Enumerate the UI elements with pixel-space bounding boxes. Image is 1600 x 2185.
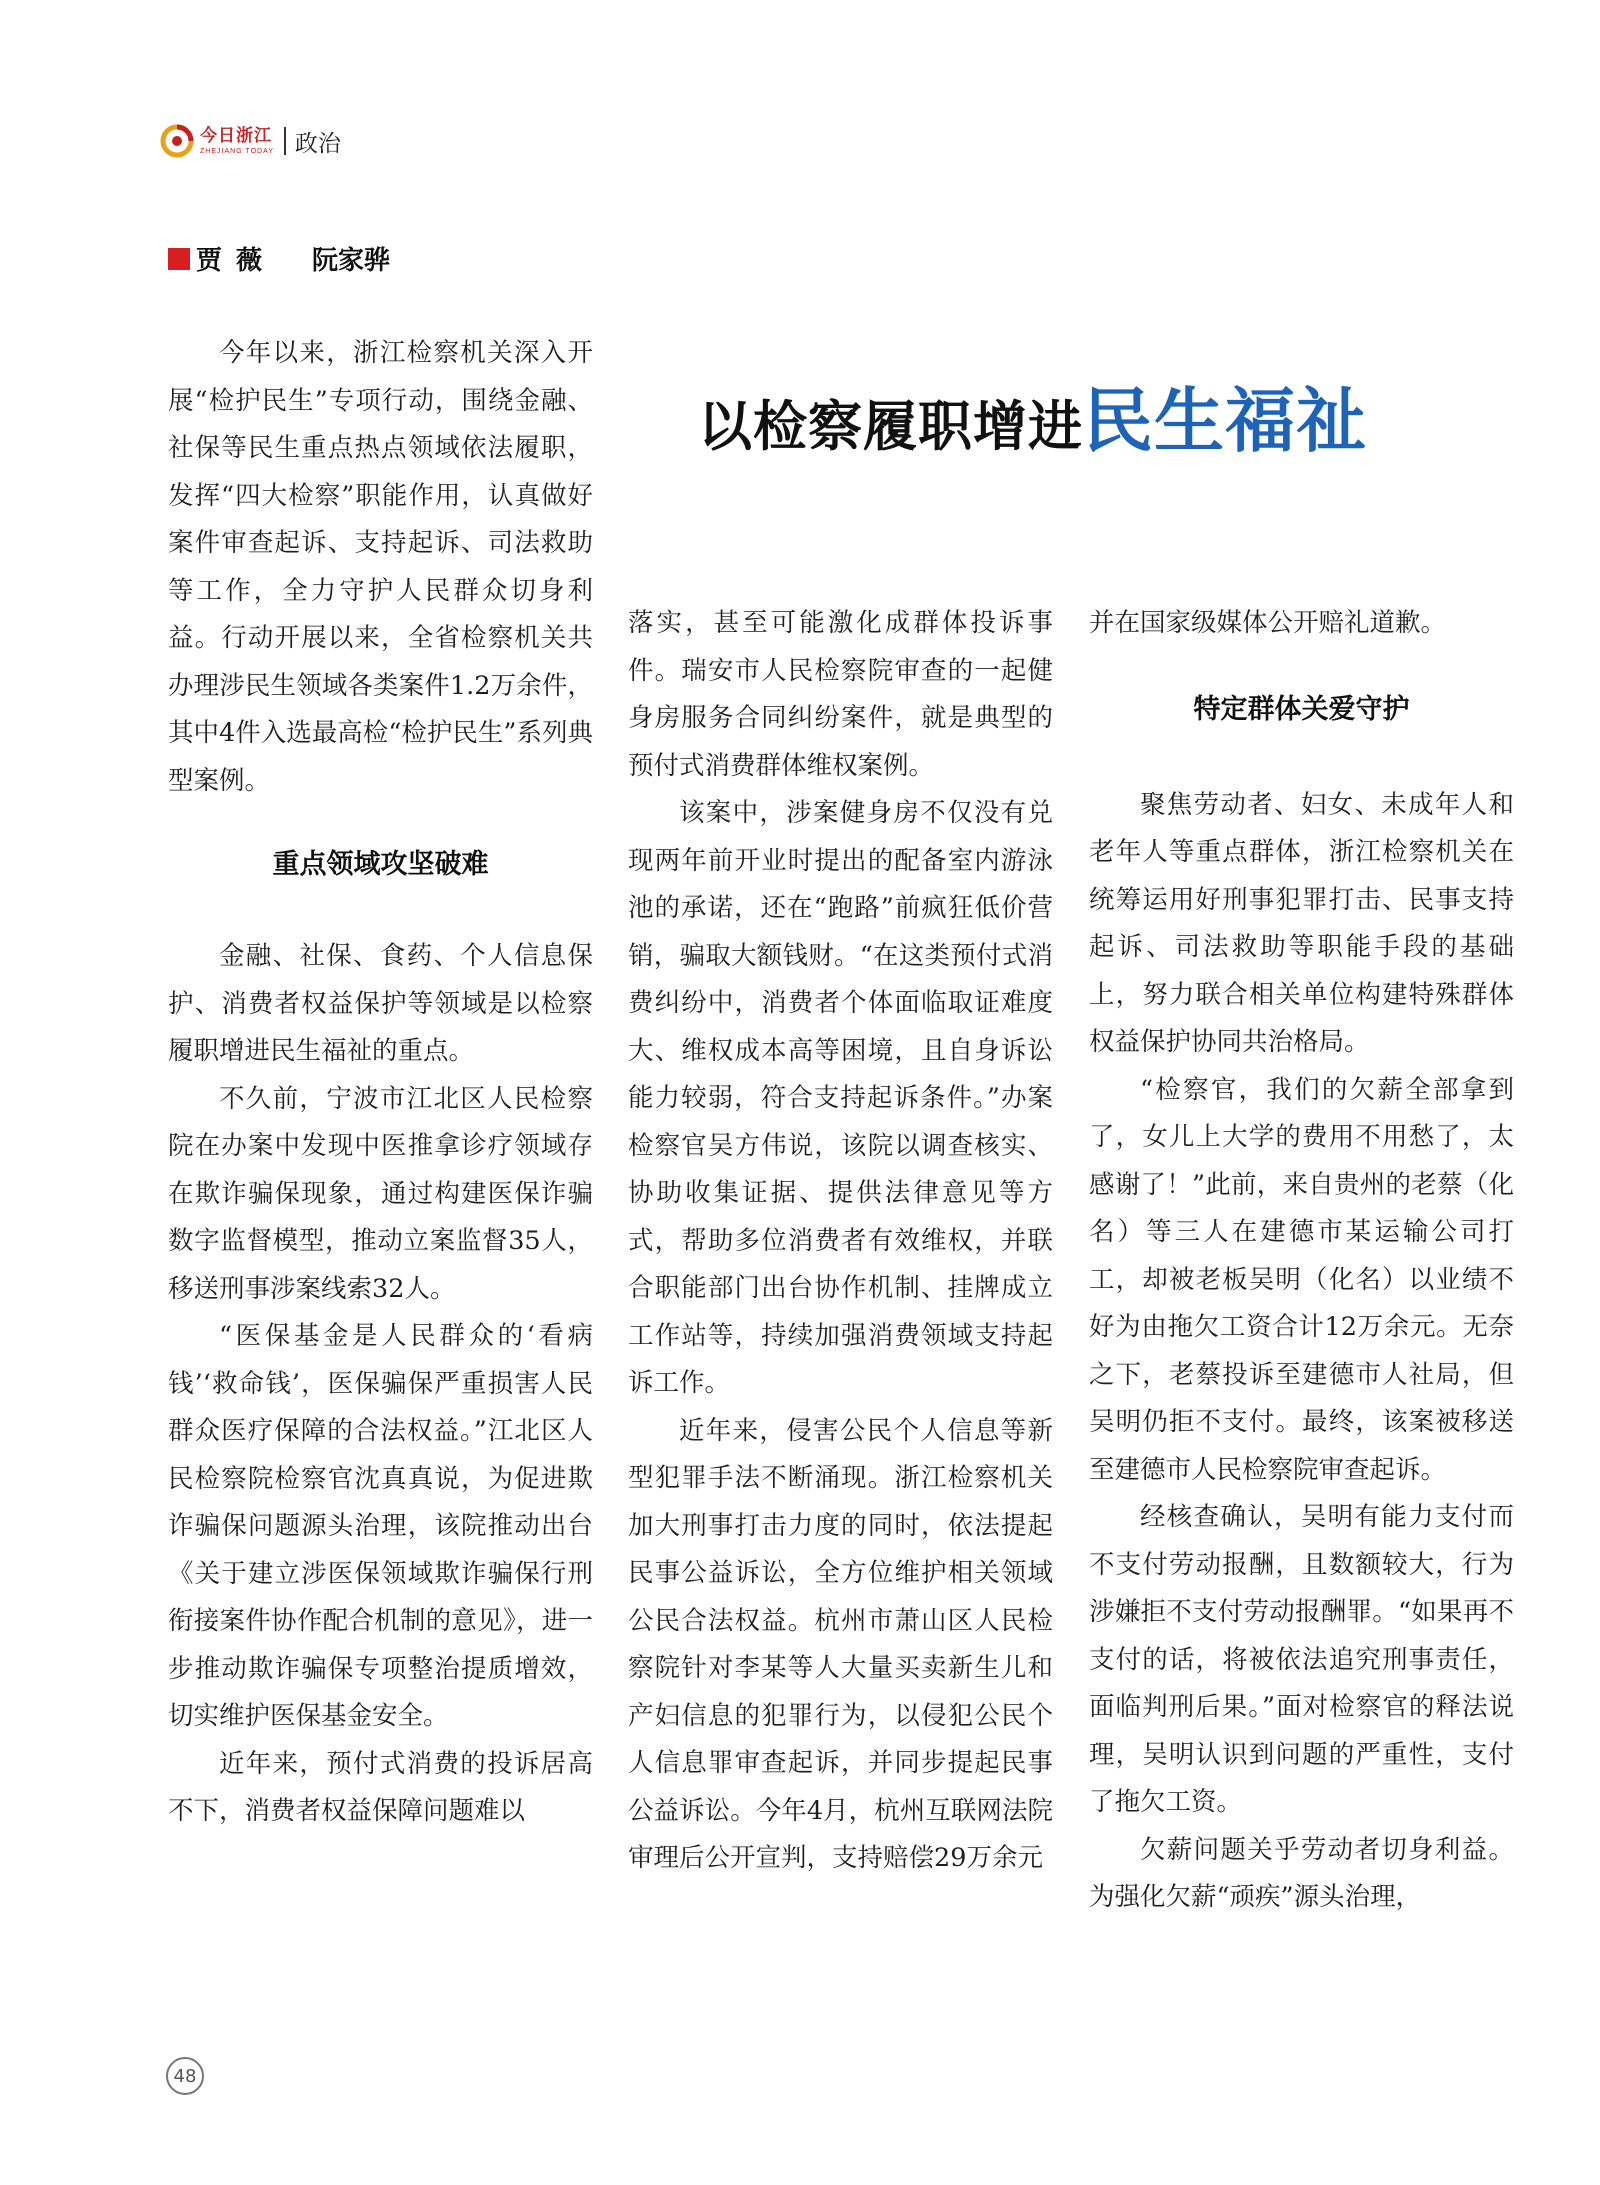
paragraph: “医保基金是人民群众的‘看病钱’‘救命钱’，医保骗保严重损害人民群众医疗保障的合法权益。”江北区人民检察院检察官沈真真说，为促进欺诈骗保问题源头治理，该院推动出台《关于建立涉医保领域欺诈骗保行刑衔接案件协作配合机制的意见》，进一步推动欺诈骗保专项整治提质增效，切实维护医保基金安全。 — [168, 1321, 593, 1731]
paragraph: 聚焦劳动者、妇女、未成年人和老年人等重点群体，浙江检察机关在统筹运用好刑事犯罪打击、民事支持起诉、司法救助等职能手段的基础上，努力联合相关单位构建特殊群体权益保护协同共治格局。 — [1089, 789, 1514, 1057]
paragraph: 近年来，预付式消费的投诉居高不下，消费者权益保障问题难以 — [168, 1748, 593, 1826]
paragraph: 金融、社保、食药、个人信息保护、消费者权益保护等领域是以检察履职增进民生福祉的重点。 — [168, 941, 593, 1066]
article-title — [698, 380, 1367, 462]
paragraph: 经核查确认，吴明有能力支付而不支付劳动报酬，且数额较大，行为涉嫌拒不支付劳动报酬罪。“如果再不支付的话，将被依法追究刑事责任，面临判刑后果。”面对检察官的释法说理，吴明认识到问题的严重性，支付了拖欠工资。 — [1089, 1502, 1514, 1817]
paragraph: 欠薪问题关乎劳动者切身利益。为强化欠薪“顽疾”源头治理， — [1089, 1834, 1514, 1912]
paragraph: 近年来，侵害公民个人信息等新型犯罪手法不断涌现。浙江检察机关加大刑事打击力度的同时，依法提起民事公益诉讼，全方位维护相关领域公民合法权益。杭州市萧山区人民检察院针对李某等人大量买卖新生儿和产妇信息的犯罪行为，以侵犯公民个人信息罪审查起诉，并同步提起民事公益诉讼。今年4月，杭州互联网法院审理后公开宣判，支持赔偿29万余元 — [628, 1415, 1053, 1873]
author-1: 贾薇 — [196, 246, 277, 276]
section-name: 政治 — [294, 130, 341, 157]
paragraph: 今年以来，浙江检察机关深入开展“检护民生”专项行动，围绕金融、社保等民生重点热点领域依法履职，发挥“四大检察”职能作用，认真做好案件审查起诉、支持起诉、司法救助等工作，全力守护人民群众切身利益。行动开展以来，全省检察机关共办理涉民生领域各类案件1.2万余件，其中4件入选最高检“检护民生”系列典型案例。 — [168, 338, 593, 796]
logo-swirl-icon — [160, 124, 194, 158]
paragraph: 不久前，宁波市江北区人民检察院在办案中发现中医推拿诊疗领域存在欺诈骗保现象，通过构建医保诈骗数字监督模型，推动立案监督35人，移送刑事涉案线索32人。 — [168, 1083, 593, 1304]
page-number: 48 — [166, 2057, 204, 2095]
logo-english: ZHEJIANG TODAY — [200, 147, 274, 155]
column-1 — [168, 330, 593, 1836]
title-highlight: 民生福祉 — [1083, 380, 1367, 462]
paragraph: “检察官，我们的欠薪全部拿到了，女儿上大学的费用不用愁了，太感谢了！”此前，来自贵州的老蔡（化名）等三人在建德市某运输公司打工，却被老板吴明（化名）以业绩不好为由拖欠工资合计12万余元。无奈之下，老蔡投诉至建德市人社局，但吴明仍拒不支付。最终，该案被移送至建德市人民检察院审查起诉。 — [1089, 1074, 1514, 1485]
logo — [200, 125, 274, 155]
paragraph-continued: 落实，甚至可能激化成群体投诉事件。瑞安市人民检察院审查的一起健身房服务合同纠纷案件，就是典型的预付式消费群体维权案例。 — [628, 608, 1053, 781]
logo-chinese: 今日浙江 — [200, 125, 272, 146]
masthead-divider — [284, 127, 286, 155]
masthead — [160, 118, 341, 164]
paragraph-continued: 并在国家级媒体公开赔礼道歉。 — [1089, 608, 1447, 638]
byline — [168, 240, 390, 277]
author-2: 阮家骅 — [312, 246, 391, 276]
column-2 — [628, 600, 1053, 1883]
section-heading: 特定群体关爱守护 — [1193, 693, 1410, 725]
byline-marker — [168, 248, 190, 270]
column-3 — [1089, 600, 1514, 1922]
section-heading: 重点领域攻坚破难 — [272, 849, 489, 880]
paragraph: 该案中，涉案健身房不仅没有兑现两年前开业时提出的配备室内游泳池的承诺，还在“跑路”前疯狂低价营销，骗取大额钱财。“在这类预付式消费纠纷中，消费者个体面临取证难度大、维权成本高等困境，且自身诉讼能力较弱，符合支持起诉条件。”办案检察官吴方伟说，该院以调查核实、协助收集证据、提供法律意见等方式，帮助多位消费者有效维权，并联合职能部门出台协作机制、挂牌成立工作站等，持续加强消费领域支持起诉工作。 — [628, 798, 1053, 1398]
title-main: 以检察履职增进 — [698, 395, 1083, 458]
